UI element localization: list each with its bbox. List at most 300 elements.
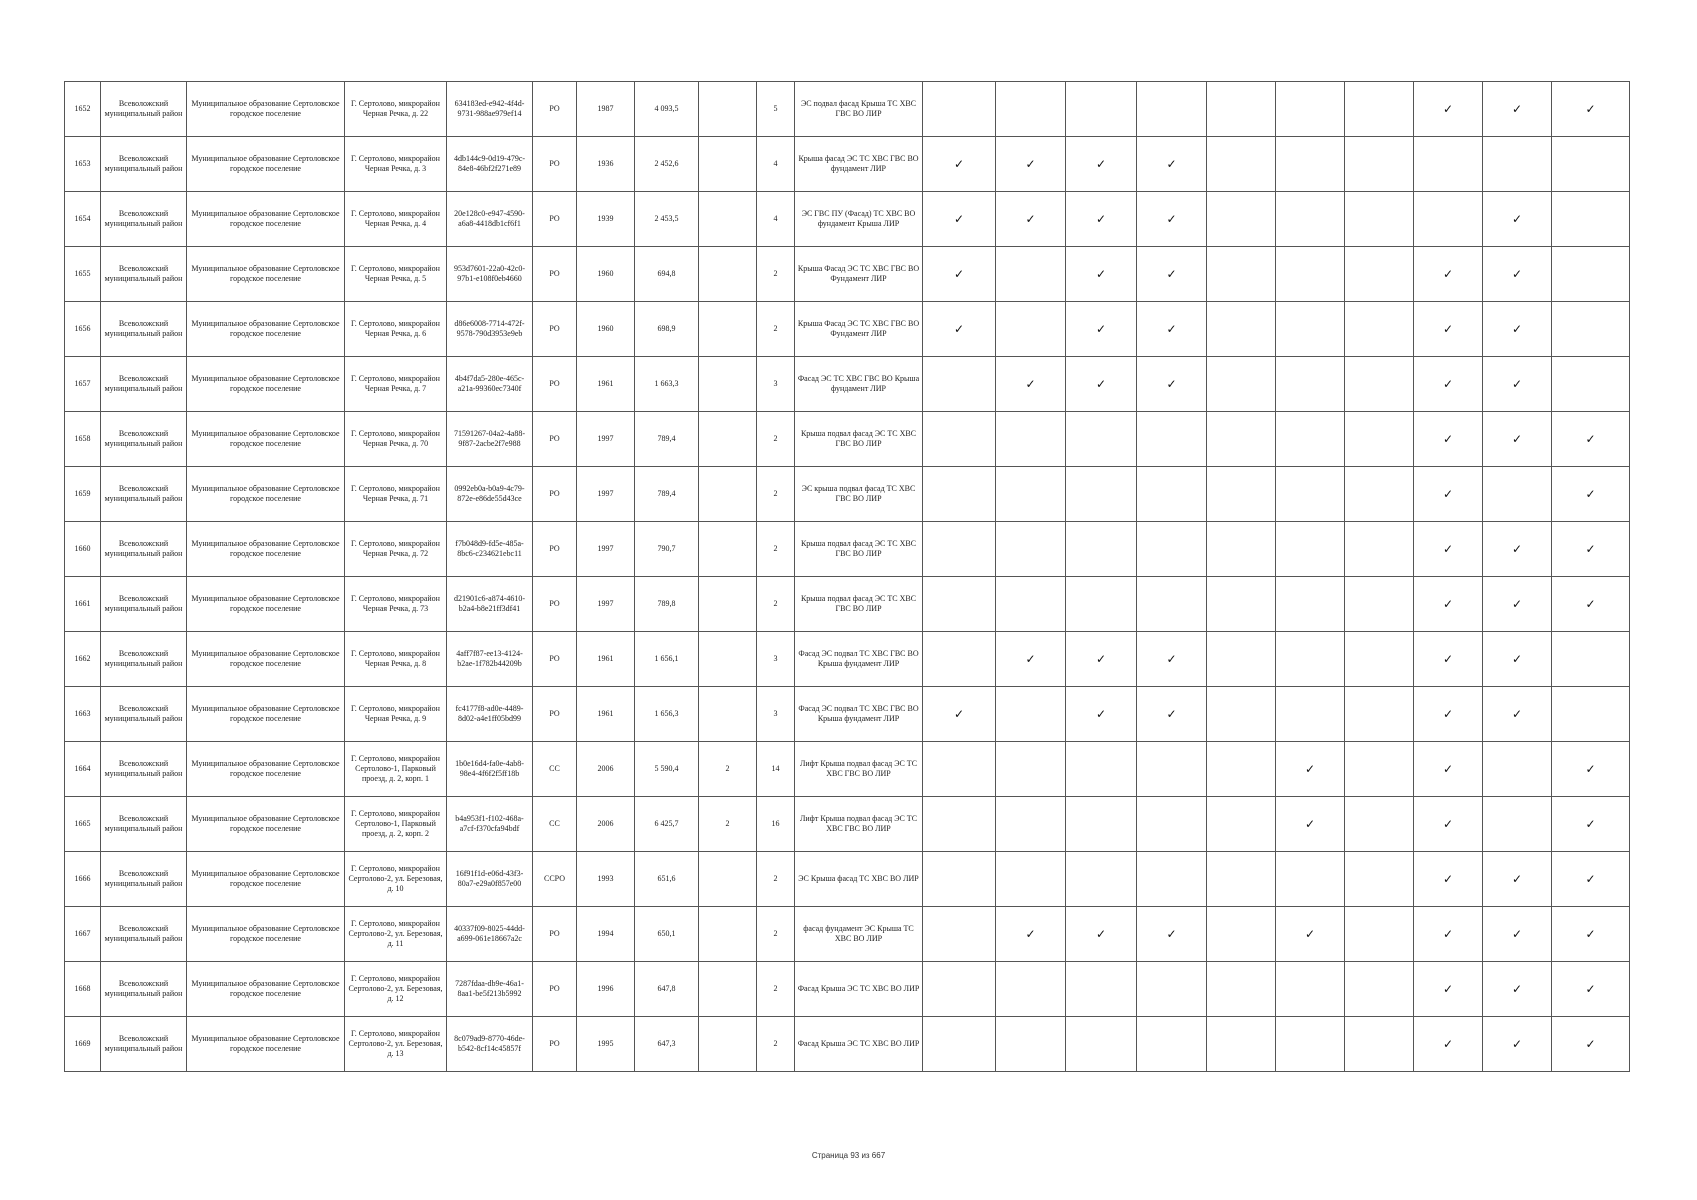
- check-mark-icon: ✓: [1483, 1017, 1552, 1072]
- page-number: Страница 93 из 667: [811, 1151, 886, 1160]
- address: Г. Сертолово, микрорайон Сертолово-1, Парковый проезд, д. 2, корп. 2: [345, 797, 447, 852]
- check-mark-icon: ✓: [1137, 192, 1207, 247]
- check-mark-icon: ✓: [1414, 302, 1483, 357]
- municipality-name: Муниципальное образование Сертоловское городское поселение: [187, 742, 345, 797]
- district-name: Всеволожский муниципальный район: [101, 247, 187, 302]
- check-mark-icon: [1345, 82, 1414, 137]
- municipality-name: Муниципальное образование Сертоловское городское поселение: [187, 467, 345, 522]
- check-mark-icon: [1345, 962, 1414, 1017]
- check-mark-icon: [1345, 797, 1414, 852]
- house-guid: 8c079ad9-8770-46de-b542-8cf14c45857f: [447, 1017, 533, 1072]
- address: Г. Сертолово, микрорайон Черная Речка, д. 73: [345, 577, 447, 632]
- check-mark-icon: ✓: [1137, 687, 1207, 742]
- address: Г. Сертолово, микрорайон Черная Речка, д. 9: [345, 687, 447, 742]
- planned-works: Лифт Крыша подвал фасад ЭС ТС ХВС ГВС ВО ЛИР: [795, 742, 923, 797]
- total-area: 6 425,7: [635, 797, 699, 852]
- management-form: РО: [533, 82, 577, 137]
- municipality-name: Муниципальное образование Сертоловское городское поселение: [187, 412, 345, 467]
- management-form: СС: [533, 797, 577, 852]
- table-row: [65, 852, 1630, 907]
- check-mark-icon: [1137, 852, 1207, 907]
- check-mark-icon: [923, 577, 996, 632]
- house-guid: 20e128c0-e947-4590-a6a8-4418db1cf6f1: [447, 192, 533, 247]
- check-mark-icon: ✓: [1066, 357, 1137, 412]
- check-mark-icon: [1276, 577, 1345, 632]
- check-mark-icon: ✓: [996, 357, 1066, 412]
- municipality-name: Муниципальное образование Сертоловское городское поселение: [187, 302, 345, 357]
- total-area: 647,8: [635, 962, 699, 1017]
- lift-count: [699, 82, 757, 137]
- check-mark-icon: [1345, 632, 1414, 687]
- check-mark-icon: ✓: [1483, 247, 1552, 302]
- row-number: 1662: [65, 632, 101, 687]
- management-form: РО: [533, 577, 577, 632]
- house-guid: 0992eb0a-b0a9-4c79-872e-e86de55d43ce: [447, 467, 533, 522]
- check-mark-icon: ✓: [1137, 137, 1207, 192]
- build-year: 1993: [577, 852, 635, 907]
- check-mark-icon: [1345, 687, 1414, 742]
- floor-count: 2: [757, 1017, 795, 1072]
- build-year: 1997: [577, 467, 635, 522]
- check-mark-icon: [1066, 522, 1137, 577]
- table-row: [65, 522, 1630, 577]
- management-form: СС: [533, 742, 577, 797]
- check-mark-icon: ✓: [996, 137, 1066, 192]
- check-mark-icon: [1207, 247, 1276, 302]
- build-year: 1960: [577, 247, 635, 302]
- management-form: РО: [533, 962, 577, 1017]
- address: Г. Сертолово, микрорайон Черная Речка, д. 70: [345, 412, 447, 467]
- lift-count: [699, 302, 757, 357]
- check-mark-icon: [1207, 522, 1276, 577]
- check-mark-icon: [923, 632, 996, 687]
- lift-count: [699, 632, 757, 687]
- check-mark-icon: [1066, 82, 1137, 137]
- build-year: 1996: [577, 962, 635, 1017]
- check-mark-icon: ✓: [1066, 907, 1137, 962]
- check-mark-icon: ✓: [923, 302, 996, 357]
- check-mark-icon: ✓: [1137, 302, 1207, 357]
- floor-count: 4: [757, 192, 795, 247]
- check-mark-icon: ✓: [1066, 192, 1137, 247]
- municipality-name: Муниципальное образование Сертоловское городское поселение: [187, 962, 345, 1017]
- table-row: [65, 907, 1630, 962]
- check-mark-icon: ✓: [1483, 412, 1552, 467]
- lift-count: [699, 907, 757, 962]
- table-row: [65, 962, 1630, 1017]
- floor-count: 16: [757, 797, 795, 852]
- check-mark-icon: [1276, 962, 1345, 1017]
- check-mark-icon: [1207, 192, 1276, 247]
- house-guid: d86e6008-7714-472f-9578-790d3953e9eb: [447, 302, 533, 357]
- district-name: Всеволожский муниципальный район: [101, 1017, 187, 1072]
- check-mark-icon: [996, 1017, 1066, 1072]
- planned-works: Крыша Фасад ЭС ТС ХВС ГВС ВО Фундамент ЛИР: [795, 247, 923, 302]
- check-mark-icon: ✓: [1483, 192, 1552, 247]
- planned-works: Фасад ЭС подвал ТС ХВС ГВС ВО Крыша фундамент ЛИР: [795, 687, 923, 742]
- house-guid: 4b4f7da5-280e-465c-a21a-99360ec7340f: [447, 357, 533, 412]
- check-mark-icon: [1552, 247, 1630, 302]
- check-mark-icon: [1066, 467, 1137, 522]
- planned-works: Крыша фасад ЭС ТС ХВС ГВС ВО фундамент ЛИР: [795, 137, 923, 192]
- row-number: 1661: [65, 577, 101, 632]
- check-mark-icon: ✓: [1483, 357, 1552, 412]
- floor-count: 2: [757, 577, 795, 632]
- total-area: 789,8: [635, 577, 699, 632]
- lift-count: 2: [699, 797, 757, 852]
- table-row: [65, 577, 1630, 632]
- check-mark-icon: [923, 412, 996, 467]
- check-mark-icon: ✓: [1276, 742, 1345, 797]
- address: Г. Сертолово, микрорайон Сертолово-2, ул. Березовая, д. 10: [345, 852, 447, 907]
- address: Г. Сертолово, микрорайон Черная Речка, д. 7: [345, 357, 447, 412]
- check-mark-icon: [1345, 852, 1414, 907]
- check-mark-icon: [1137, 577, 1207, 632]
- check-mark-icon: [1207, 852, 1276, 907]
- floor-count: 2: [757, 467, 795, 522]
- check-mark-icon: [1207, 797, 1276, 852]
- check-mark-icon: ✓: [996, 192, 1066, 247]
- planned-works: Фасад ЭС ТС ХВС ГВС ВО Крыша фундамент ЛИР: [795, 357, 923, 412]
- check-mark-icon: [1066, 852, 1137, 907]
- row-number: 1667: [65, 907, 101, 962]
- check-mark-icon: [996, 247, 1066, 302]
- check-mark-icon: [1137, 412, 1207, 467]
- address: Г. Сертолово, микрорайон Черная Речка, д. 3: [345, 137, 447, 192]
- management-form: РО: [533, 357, 577, 412]
- check-mark-icon: ✓: [1483, 907, 1552, 962]
- table-row: [65, 687, 1630, 742]
- address: Г. Сертолово, микрорайон Черная Речка, д. 5: [345, 247, 447, 302]
- check-mark-icon: [1276, 1017, 1345, 1072]
- check-mark-icon: ✓: [1552, 577, 1630, 632]
- check-mark-icon: [1276, 632, 1345, 687]
- build-year: 1960: [577, 302, 635, 357]
- check-mark-icon: ✓: [1414, 852, 1483, 907]
- table-row: [65, 137, 1630, 192]
- total-area: 789,4: [635, 412, 699, 467]
- check-mark-icon: [923, 962, 996, 1017]
- house-guid: 40337f09-8025-44dd-a699-061e18667a2c: [447, 907, 533, 962]
- check-mark-icon: [1483, 797, 1552, 852]
- floor-count: 3: [757, 632, 795, 687]
- check-mark-icon: [1276, 82, 1345, 137]
- check-mark-icon: [1276, 357, 1345, 412]
- house-guid: 4db144c9-0d19-479c-84e8-46bf2f271e89: [447, 137, 533, 192]
- address: Г. Сертолово, микрорайон Черная Речка, д. 4: [345, 192, 447, 247]
- check-mark-icon: [1137, 797, 1207, 852]
- district-name: Всеволожский муниципальный район: [101, 907, 187, 962]
- floor-count: 3: [757, 687, 795, 742]
- address: Г. Сертолово, микрорайон Сертолово-1, Парковый проезд, д. 2, корп. 1: [345, 742, 447, 797]
- check-mark-icon: ✓: [1552, 522, 1630, 577]
- check-mark-icon: [996, 302, 1066, 357]
- district-name: Всеволожский муниципальный район: [101, 137, 187, 192]
- lift-count: [699, 522, 757, 577]
- check-mark-icon: ✓: [1066, 632, 1137, 687]
- build-year: 1939: [577, 192, 635, 247]
- build-year: 1987: [577, 82, 635, 137]
- check-mark-icon: ✓: [923, 247, 996, 302]
- check-mark-icon: [923, 797, 996, 852]
- total-area: 651,6: [635, 852, 699, 907]
- lift-count: [699, 577, 757, 632]
- check-mark-icon: ✓: [1483, 962, 1552, 1017]
- district-name: Всеволожский муниципальный район: [101, 687, 187, 742]
- planned-works: Крыша подвал фасад ЭС ТС ХВС ГВС ВО ЛИР: [795, 522, 923, 577]
- check-mark-icon: [1345, 357, 1414, 412]
- build-year: 1994: [577, 907, 635, 962]
- check-mark-icon: ✓: [923, 192, 996, 247]
- row-number: 1654: [65, 192, 101, 247]
- floor-count: 2: [757, 302, 795, 357]
- check-mark-icon: [996, 412, 1066, 467]
- check-mark-icon: [1276, 137, 1345, 192]
- row-number: 1666: [65, 852, 101, 907]
- planned-works: Крыша подвал фасад ЭС ТС ХВС ГВС ВО ЛИР: [795, 577, 923, 632]
- total-area: 790,7: [635, 522, 699, 577]
- district-name: Всеволожский муниципальный район: [101, 742, 187, 797]
- municipality-name: Муниципальное образование Сертоловское городское поселение: [187, 907, 345, 962]
- house-guid: fc4177f8-ad0e-4489-8d02-a4e1ff05bd99: [447, 687, 533, 742]
- check-mark-icon: [1276, 852, 1345, 907]
- check-mark-icon: [1207, 1017, 1276, 1072]
- check-mark-icon: ✓: [1066, 247, 1137, 302]
- floor-count: 2: [757, 962, 795, 1017]
- planned-works: ЭС Крыша фасад ТС ХВС ВО ЛИР: [795, 852, 923, 907]
- check-mark-icon: ✓: [1137, 632, 1207, 687]
- district-name: Всеволожский муниципальный район: [101, 577, 187, 632]
- check-mark-icon: ✓: [1137, 247, 1207, 302]
- row-number: 1652: [65, 82, 101, 137]
- check-mark-icon: ✓: [1066, 302, 1137, 357]
- total-area: 789,4: [635, 467, 699, 522]
- check-mark-icon: [923, 907, 996, 962]
- municipality-name: Муниципальное образование Сертоловское городское поселение: [187, 247, 345, 302]
- total-area: 694,8: [635, 247, 699, 302]
- district-name: Всеволожский муниципальный район: [101, 852, 187, 907]
- lift-count: [699, 137, 757, 192]
- build-year: 1936: [577, 137, 635, 192]
- management-form: РО: [533, 1017, 577, 1072]
- house-guid: f7b048d9-fd5e-485a-8bc6-c234621ebc11: [447, 522, 533, 577]
- planned-works: Крыша Фасад ЭС ТС ХВС ГВС ВО Фундамент ЛИР: [795, 302, 923, 357]
- municipality-name: Муниципальное образование Сертоловское городское поселение: [187, 192, 345, 247]
- house-guid: d21901c6-a874-4610-b2a4-b8e21ff3df41: [447, 577, 533, 632]
- house-guid: 7287fdaa-db9e-46a1-8aa1-be5f213b5992: [447, 962, 533, 1017]
- build-year: 1961: [577, 687, 635, 742]
- check-mark-icon: [1345, 1017, 1414, 1072]
- check-mark-icon: [1414, 137, 1483, 192]
- check-mark-icon: ✓: [1552, 412, 1630, 467]
- check-mark-icon: [1345, 907, 1414, 962]
- check-mark-icon: [1207, 687, 1276, 742]
- build-year: 1997: [577, 522, 635, 577]
- management-form: РО: [533, 522, 577, 577]
- floor-count: 5: [757, 82, 795, 137]
- municipality-name: Муниципальное образование Сертоловское городское поселение: [187, 82, 345, 137]
- district-name: Всеволожский муниципальный район: [101, 412, 187, 467]
- district-name: Всеволожский муниципальный район: [101, 632, 187, 687]
- total-area: 1 656,3: [635, 687, 699, 742]
- check-mark-icon: [1137, 742, 1207, 797]
- house-guid: 4aff7f87-ee13-4124-b2ae-1f782b44209b: [447, 632, 533, 687]
- check-mark-icon: [1066, 797, 1137, 852]
- management-form: РО: [533, 632, 577, 687]
- floor-count: 2: [757, 907, 795, 962]
- check-mark-icon: ✓: [1552, 742, 1630, 797]
- build-year: 1997: [577, 577, 635, 632]
- check-mark-icon: ✓: [1483, 302, 1552, 357]
- row-number: 1656: [65, 302, 101, 357]
- check-mark-icon: [1345, 192, 1414, 247]
- house-guid: b4a953f1-f102-468a-a7cf-f370cfa94bdf: [447, 797, 533, 852]
- municipality-name: Муниципальное образование Сертоловское городское поселение: [187, 1017, 345, 1072]
- check-mark-icon: [1276, 467, 1345, 522]
- check-mark-icon: [1137, 522, 1207, 577]
- planned-works: Фасад Крыша ЭС ТС ХВС ВО ЛИР: [795, 962, 923, 1017]
- floor-count: 2: [757, 412, 795, 467]
- check-mark-icon: [1066, 1017, 1137, 1072]
- row-number: 1668: [65, 962, 101, 1017]
- row-number: 1663: [65, 687, 101, 742]
- check-mark-icon: ✓: [1137, 907, 1207, 962]
- check-mark-icon: [1207, 412, 1276, 467]
- check-mark-icon: [1345, 137, 1414, 192]
- check-mark-icon: [1207, 82, 1276, 137]
- check-mark-icon: ✓: [1552, 852, 1630, 907]
- address: Г. Сертолово, микрорайон Черная Речка, д. 8: [345, 632, 447, 687]
- address: Г. Сертолово, микрорайон Сертолово-2, ул. Березовая, д. 13: [345, 1017, 447, 1072]
- row-number: 1655: [65, 247, 101, 302]
- table-row: [65, 797, 1630, 852]
- check-mark-icon: [923, 852, 996, 907]
- lift-count: [699, 1017, 757, 1072]
- row-number: 1659: [65, 467, 101, 522]
- total-area: 4 093,5: [635, 82, 699, 137]
- check-mark-icon: [1552, 302, 1630, 357]
- row-number: 1664: [65, 742, 101, 797]
- check-mark-icon: [1483, 467, 1552, 522]
- check-mark-icon: [1066, 962, 1137, 1017]
- management-form: РО: [533, 907, 577, 962]
- check-mark-icon: [1207, 357, 1276, 412]
- check-mark-icon: ✓: [1414, 357, 1483, 412]
- total-area: 1 663,3: [635, 357, 699, 412]
- management-form: ССРО: [533, 852, 577, 907]
- total-area: 5 590,4: [635, 742, 699, 797]
- planned-works: фасад фундамент ЭС Крыша ТС ХВС ВО ЛИР: [795, 907, 923, 962]
- district-name: Всеволожский муниципальный район: [101, 357, 187, 412]
- check-mark-icon: [1345, 577, 1414, 632]
- management-form: РО: [533, 687, 577, 742]
- total-area: 2 452,6: [635, 137, 699, 192]
- check-mark-icon: ✓: [1414, 797, 1483, 852]
- planned-works: ЭС ГВС ПУ (Фасад) ТС ХВС ВО фундамент Крыша ЛИР: [795, 192, 923, 247]
- check-mark-icon: [1276, 412, 1345, 467]
- check-mark-icon: ✓: [1552, 797, 1630, 852]
- check-mark-icon: ✓: [1414, 522, 1483, 577]
- table-row: [65, 192, 1630, 247]
- check-mark-icon: [996, 467, 1066, 522]
- table-row: [65, 247, 1630, 302]
- table-row: [65, 302, 1630, 357]
- management-form: РО: [533, 467, 577, 522]
- table-row: [65, 632, 1630, 687]
- row-number: 1660: [65, 522, 101, 577]
- total-area: 2 453,5: [635, 192, 699, 247]
- check-mark-icon: [1552, 357, 1630, 412]
- address: Г. Сертолово, микрорайон Сертолово-2, ул. Березовая, д. 11: [345, 907, 447, 962]
- address: Г. Сертолово, микрорайон Черная Речка, д. 72: [345, 522, 447, 577]
- check-mark-icon: [1137, 962, 1207, 1017]
- row-number: 1657: [65, 357, 101, 412]
- check-mark-icon: [923, 357, 996, 412]
- build-year: 1961: [577, 632, 635, 687]
- check-mark-icon: [1345, 302, 1414, 357]
- build-year: 1995: [577, 1017, 635, 1072]
- municipality-name: Муниципальное образование Сертоловское городское поселение: [187, 137, 345, 192]
- municipality-name: Муниципальное образование Сертоловское городское поселение: [187, 852, 345, 907]
- check-mark-icon: [1276, 687, 1345, 742]
- municipality-name: Муниципальное образование Сертоловское городское поселение: [187, 577, 345, 632]
- total-area: 698,9: [635, 302, 699, 357]
- check-mark-icon: [996, 687, 1066, 742]
- lift-count: [699, 357, 757, 412]
- check-mark-icon: [996, 797, 1066, 852]
- check-mark-icon: [1066, 577, 1137, 632]
- planned-works: Крыша подвал фасад ЭС ТС ХВС ГВС ВО ЛИР: [795, 412, 923, 467]
- check-mark-icon: [1414, 192, 1483, 247]
- check-mark-icon: [1207, 302, 1276, 357]
- lift-count: [699, 412, 757, 467]
- municipality-name: Муниципальное образование Сертоловское городское поселение: [187, 687, 345, 742]
- check-mark-icon: ✓: [1066, 137, 1137, 192]
- check-mark-icon: [1483, 742, 1552, 797]
- management-form: РО: [533, 192, 577, 247]
- lift-count: [699, 962, 757, 1017]
- address: Г. Сертолово, микрорайон Сертолово-2, ул. Березовая, д. 12: [345, 962, 447, 1017]
- address: Г. Сертолово, микрорайон Черная Речка, д. 71: [345, 467, 447, 522]
- check-mark-icon: ✓: [1483, 522, 1552, 577]
- floor-count: 3: [757, 357, 795, 412]
- check-mark-icon: [996, 742, 1066, 797]
- check-mark-icon: ✓: [1483, 852, 1552, 907]
- check-mark-icon: ✓: [1414, 1017, 1483, 1072]
- municipality-name: Муниципальное образование Сертоловское городское поселение: [187, 797, 345, 852]
- check-mark-icon: [1207, 907, 1276, 962]
- table-row: [65, 742, 1630, 797]
- check-mark-icon: ✓: [1414, 962, 1483, 1017]
- lift-count: 2: [699, 742, 757, 797]
- table-row: [65, 1017, 1630, 1072]
- check-mark-icon: ✓: [1414, 467, 1483, 522]
- total-area: 647,3: [635, 1017, 699, 1072]
- check-mark-icon: ✓: [1552, 467, 1630, 522]
- district-name: Всеволожский муниципальный район: [101, 962, 187, 1017]
- check-mark-icon: [1552, 687, 1630, 742]
- check-mark-icon: [1066, 412, 1137, 467]
- check-mark-icon: [996, 962, 1066, 1017]
- build-year: 2006: [577, 797, 635, 852]
- check-mark-icon: [1207, 632, 1276, 687]
- lift-count: [699, 192, 757, 247]
- row-number: 1658: [65, 412, 101, 467]
- check-mark-icon: ✓: [1483, 82, 1552, 137]
- check-mark-icon: [1066, 742, 1137, 797]
- check-mark-icon: [1137, 1017, 1207, 1072]
- check-mark-icon: [1276, 192, 1345, 247]
